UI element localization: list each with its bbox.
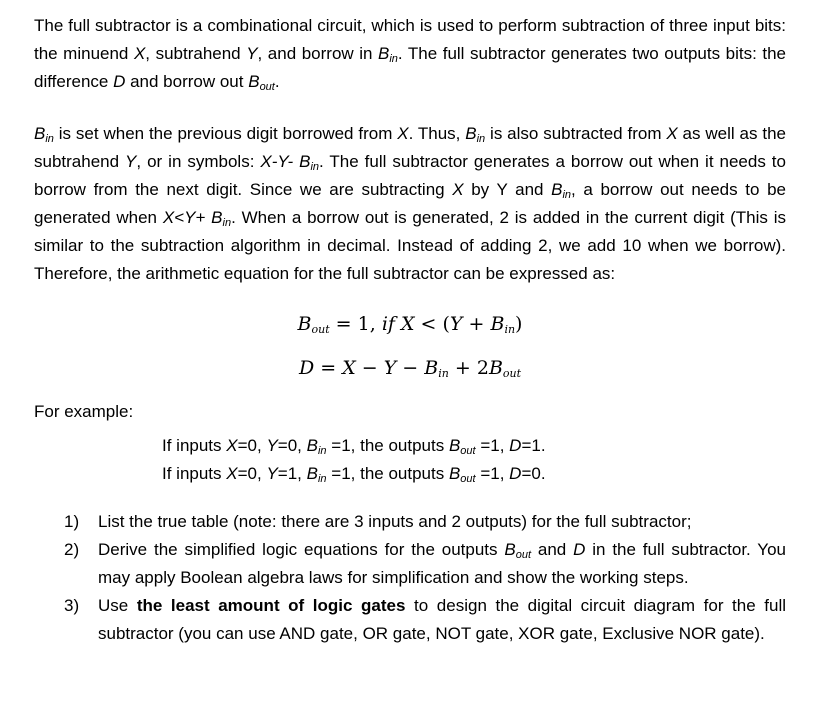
text-run: . The full subtractor generates a borrow out when it needs to borrow from the next digit. Since we are subtracting [34, 152, 786, 199]
text-run: , and borrow in [257, 44, 379, 63]
text-run: is also subtracted from [485, 124, 667, 143]
emphasis-text: the least amount of logic gates [136, 596, 406, 615]
text-run: as well as the subtrahend [34, 124, 786, 171]
symbolic-expression: X-Y- $B_{in}$ [260, 152, 320, 173]
text-run: is set when the previous digit borrowed from [53, 124, 398, 143]
text-run: by Y and [463, 180, 552, 199]
variable-x: X [133, 44, 146, 63]
variable-b-in: $B_{in}$ [551, 180, 572, 201]
borrow-out-equation: $B_{out} = 1$, if $X < (Y + B_{in})$ [297, 313, 523, 336]
example-heading: For example: [34, 402, 134, 421]
example-line: If inputs X=0, Y=1, $B_{in} =1$, the outputs $B_{out} =1$, D=0. [162, 464, 546, 485]
variable-y: Y [125, 152, 137, 171]
text-run: . The full subtractor generates two outputs bits: the difference [34, 44, 786, 91]
difference-equation: $D = X - Y - B_{in} + 2B_{out}$ [298, 357, 522, 380]
variable-d: D [113, 72, 126, 91]
example-list [34, 432, 786, 488]
variable-b-in: $B_{in}$ [34, 124, 54, 145]
variable-x: X [397, 124, 409, 143]
question-number: 3) [64, 596, 80, 615]
example-line: If inputs X=0, Y=0, $B_{in} =1$, the outputs $B_{out} =1$, D=1. [162, 436, 546, 457]
question-item: 3) Use the least amount of logic gates to design the digital circuit diagram for the full subtractor (you can use AND gate, OR gate, NOT gate, XOR gate, Exclusive NOR gate). [34, 592, 786, 648]
explanation-paragraph [34, 120, 786, 288]
text-run: . Thus, [408, 124, 466, 143]
question-number: 1) [64, 512, 80, 531]
text-run: , or in symbols: [136, 152, 261, 171]
equation-block [34, 306, 786, 386]
questions-list [34, 508, 786, 648]
inequality-expression: $X<Y+ B_{in}$ [162, 208, 232, 229]
text-run: , subtrahend [145, 44, 247, 63]
document-page [34, 12, 786, 648]
intro-paragraph [34, 12, 786, 96]
question-number: 2) [64, 540, 80, 559]
question-item [34, 508, 786, 536]
text-run: . [274, 72, 280, 91]
text-run: and borrow out [125, 72, 249, 91]
variable-b-out: $B_{out}$ [248, 72, 275, 93]
text-run: The full subtractor is a combinational circuit, which is used to perform subtraction of three input bits: the minuend [34, 16, 786, 63]
variable-b-in: $B_{in}$ [378, 44, 398, 65]
variable-b-in: $B_{in}$ [465, 124, 486, 145]
question-item: 2) Derive the simplified logic equations for the outputs $B_{out}$ and D in the full subtractor. You may apply Boolean algebra laws for simplification and show the working steps. [34, 536, 786, 592]
variable-x: X [452, 180, 464, 199]
question-text: List the true table (note: there are 3 inputs and 2 outputs) for the full subtractor; [98, 512, 692, 531]
text-run: , a borrow out needs to be generated when [34, 180, 786, 227]
variable-x: X [666, 124, 678, 143]
variable-y: Y [246, 44, 258, 63]
text-run: . When a borrow out is generated, 2 is added in the current digit (This is similar to the subtraction algorithm in decimal. Instead of adding 2, we add 10 when we borrow). Therefore, the arithmetic equation for the full subtractor can be expressed as: [34, 208, 786, 283]
